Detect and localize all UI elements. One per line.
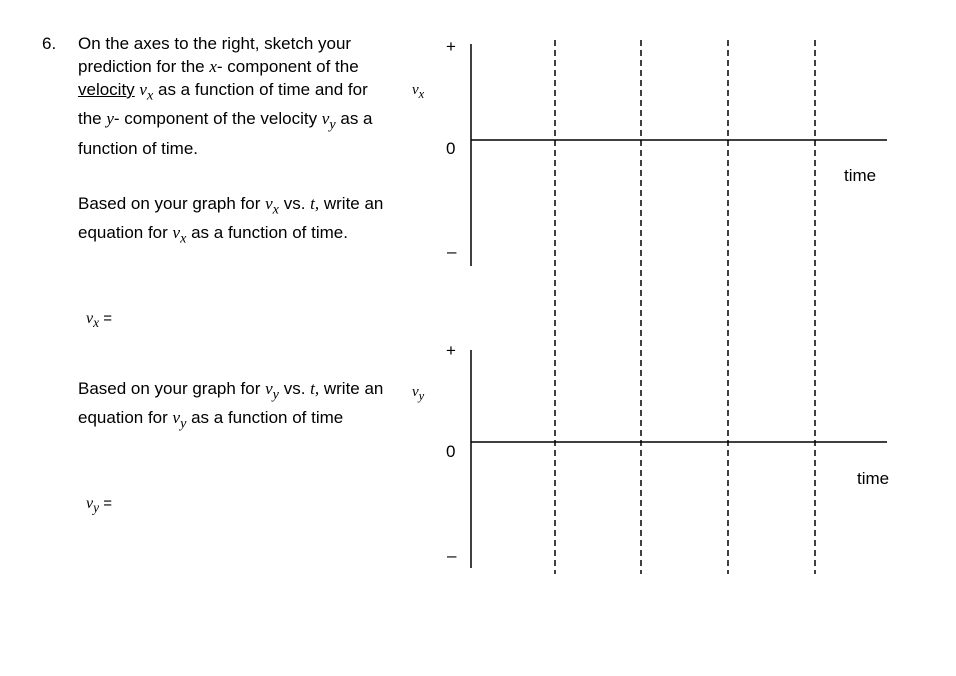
v-letter: v — [265, 379, 273, 398]
x-variable: x — [209, 57, 217, 76]
x-subscript: x — [272, 201, 279, 218]
vx-time-label: time — [844, 166, 877, 185]
x-subscript: x — [93, 315, 100, 331]
vy-plus-label: + — [446, 341, 456, 360]
text-run: as a function of time. — [78, 109, 373, 158]
text-run: Based on your graph for — [78, 194, 266, 213]
text-run: as a function of time and for the — [78, 80, 368, 129]
v-letter: v — [265, 194, 273, 213]
text-run: write an equation for — [78, 379, 384, 428]
text-run: Based on your graph for — [78, 379, 266, 398]
text-run: as a function of time. — [186, 223, 348, 243]
vx-plus-label: + — [446, 37, 456, 56]
vy-zero-label: 0 — [446, 442, 456, 461]
text-run: vs. — [278, 194, 311, 213]
y-subscript: y — [93, 500, 100, 516]
t-variable: t, — [310, 379, 320, 398]
vx-zero-label: 0 — [446, 139, 456, 158]
x-subscript: x — [146, 87, 154, 104]
v-letter: v — [172, 223, 181, 243]
v-letter: v — [86, 495, 94, 512]
text-run: On the axes to the right, sketch your prediction for the — [78, 34, 352, 76]
v-letter: v — [86, 310, 94, 327]
text-run: - component of the velocity — [113, 109, 322, 129]
x-subscript: x — [180, 230, 187, 247]
x-subscript: x — [418, 87, 425, 101]
y-subscript: y — [329, 116, 336, 133]
v-letter: v — [412, 82, 419, 98]
text-run: write an equation for — [78, 194, 384, 243]
velocity-underlined: velocity — [78, 80, 135, 99]
t-variable: t, — [310, 194, 320, 213]
y-variable: y — [106, 109, 114, 129]
vy-minus-label: – — [447, 546, 457, 565]
v-letter: v — [139, 80, 147, 99]
vx-axis-label — [412, 82, 424, 102]
equals-sign: = — [99, 495, 112, 512]
y-subscript: y — [272, 386, 279, 403]
v-letter: v — [321, 109, 330, 129]
vx-minus-label: – — [447, 242, 457, 261]
vy-time-label: time — [857, 469, 890, 488]
text-run: as a function of time — [186, 408, 344, 428]
text-run: vs. — [278, 379, 311, 398]
question-number: 6. — [42, 34, 57, 53]
v-letter: v — [172, 408, 181, 428]
equals-sign: = — [99, 310, 112, 327]
y-subscript: y — [418, 389, 425, 403]
y-subscript: y — [180, 415, 187, 432]
text-run: - component of the — [216, 57, 359, 76]
v-letter: v — [412, 384, 419, 400]
vy-axis-label — [412, 384, 424, 404]
